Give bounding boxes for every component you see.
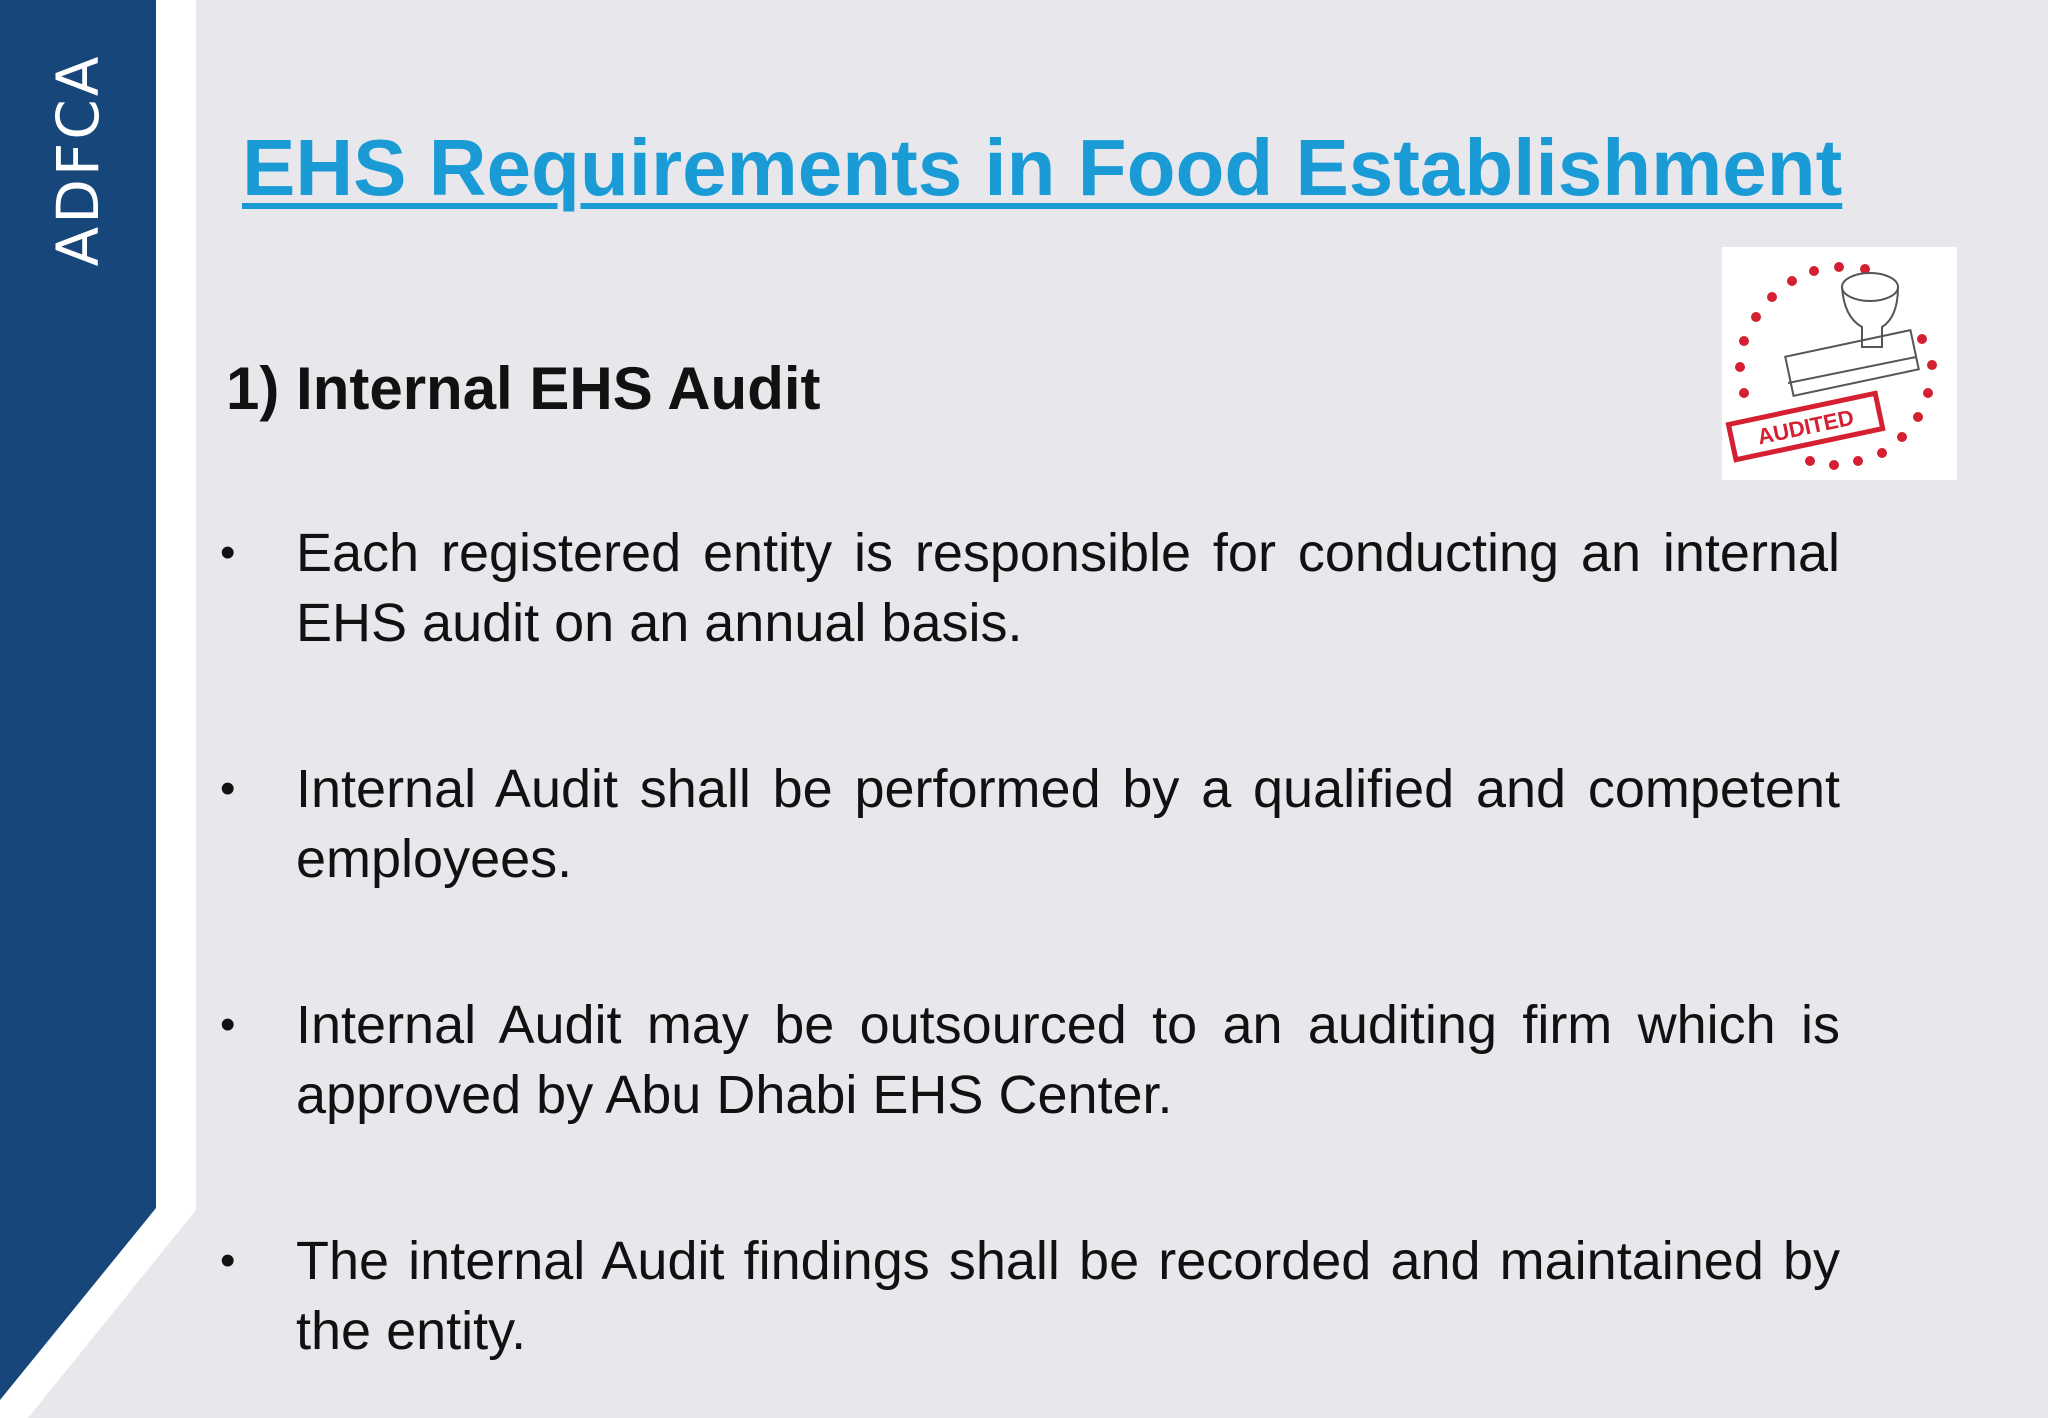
bullet-text: Internal Audit may be outsourced to an auditing firm which is approved by Abu Dhabi EHS Center.	[296, 995, 1840, 1125]
list-item	[220, 754, 1840, 894]
list-item	[220, 990, 1840, 1130]
list-item	[220, 518, 1840, 658]
slide-title: EHS Requirements in Food Establishment	[242, 123, 1843, 212]
section-heading: 1) Internal EHS Audit	[226, 355, 821, 422]
bullet-marker: •	[220, 1000, 236, 1049]
bullet-text: Internal Audit shall be performed by a qualified and competent employees.	[296, 759, 1840, 889]
audited-stamp-icon	[1722, 247, 1957, 480]
bullet-marker: •	[220, 528, 236, 577]
stamp-label: AUDITED	[1755, 404, 1857, 450]
audited-stamp-graphic	[1722, 247, 1957, 480]
bullet-marker: •	[220, 764, 236, 813]
bullet-marker: •	[220, 1236, 236, 1285]
list-item	[220, 1226, 1840, 1366]
bullet-text: Each registered entity is responsible for conducting an internal EHS audit on an annual basis.	[296, 523, 1840, 653]
bullet-text: The internal Audit findings shall be recorded and maintained by the entity.	[296, 1231, 1840, 1361]
brand-logo: ADFCA	[44, 53, 112, 267]
